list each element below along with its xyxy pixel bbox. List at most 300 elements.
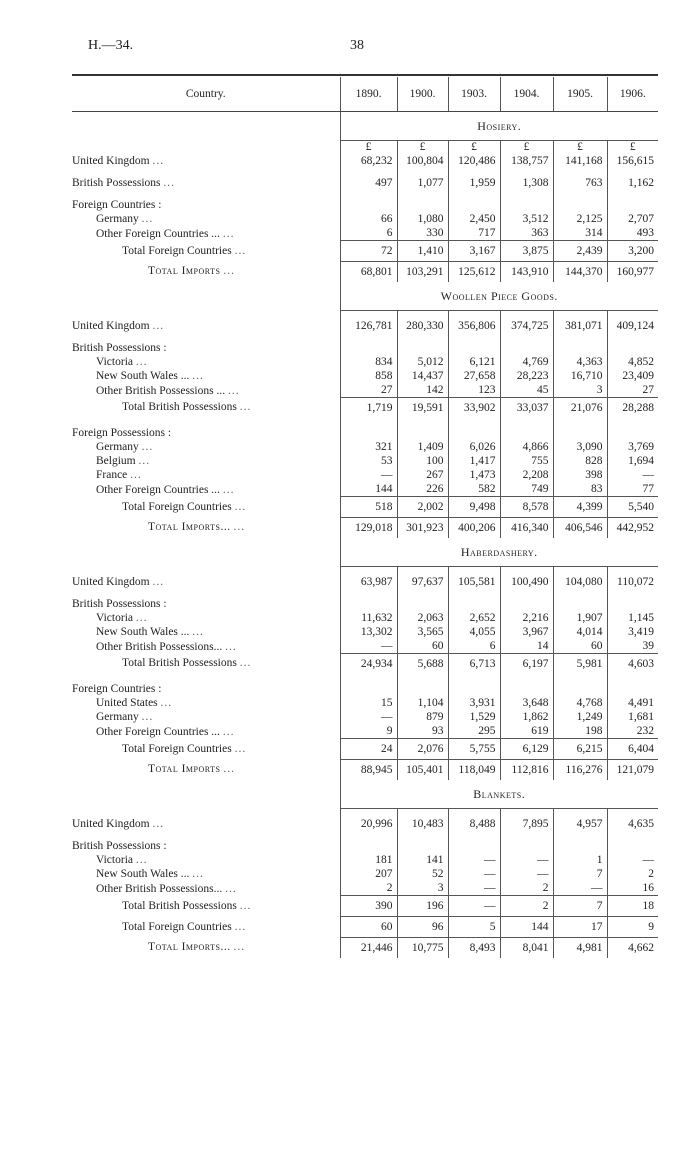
row-label-text: Other Foreign Countries ... — [96, 725, 220, 738]
spacer-cell — [607, 190, 658, 198]
spacer-cell — [500, 809, 553, 818]
value-cell: 14 — [500, 639, 553, 654]
value-cell: 207 — [340, 867, 397, 881]
row-label-text: Total Foreign Countries — [122, 742, 232, 755]
value-cell: 1 — [553, 853, 607, 867]
row-label — [72, 518, 340, 539]
row-label — [72, 696, 340, 710]
value-cell: 6,129 — [500, 739, 553, 760]
table-row — [72, 482, 658, 497]
value-cell: 3,090 — [553, 440, 607, 454]
value-cell: 7,895 — [500, 817, 553, 831]
group-heading-row — [72, 597, 658, 611]
value-cell: 52 — [397, 867, 448, 881]
value-cell: 27 — [340, 383, 397, 398]
leader-dots: ... — [141, 213, 154, 225]
table-row — [72, 881, 658, 896]
leader-dots: ... — [239, 657, 252, 670]
value-cell: 24,934 — [340, 654, 397, 675]
value-cell — [500, 426, 553, 440]
row-label — [72, 938, 340, 959]
total-imports-row — [72, 938, 658, 959]
value-cell: 8,578 — [500, 497, 553, 518]
value-cell: 18 — [607, 896, 658, 917]
value-cell: 4,957 — [553, 817, 607, 831]
leader-dots: ... — [135, 612, 148, 624]
row-label — [72, 839, 340, 853]
row-label — [72, 241, 340, 262]
leader-dots: ... — [223, 265, 235, 278]
value-cell: 198 — [553, 724, 607, 739]
leader-dots: ... — [233, 521, 246, 534]
value-cell: 27 — [607, 383, 658, 398]
value-cell: 267 — [397, 468, 448, 482]
row-label-text: Total Foreign Countries — [122, 500, 232, 513]
value-cell: 144,370 — [553, 262, 607, 283]
value-cell: 330 — [397, 226, 448, 241]
row-label-text: Belgium — [96, 455, 136, 467]
value-cell: 2 — [500, 896, 553, 917]
document-reference: H.—34. — [88, 38, 134, 53]
spacer-cell — [448, 333, 500, 341]
value-cell: 518 — [340, 497, 397, 518]
row-label-text: Germany — [96, 441, 139, 453]
table-row — [72, 319, 658, 333]
currency-symbol: £ — [607, 141, 658, 155]
value-cell: 6,215 — [553, 739, 607, 760]
spacer-cell — [553, 168, 607, 176]
leader-dots: ... — [192, 370, 204, 382]
value-cell: 60 — [553, 639, 607, 654]
value-cell: 409,124 — [607, 319, 658, 333]
value-cell: 1,694 — [607, 454, 658, 468]
value-cell: 4,363 — [553, 355, 607, 369]
value-cell: 6,713 — [448, 654, 500, 675]
spacer-row — [72, 831, 658, 839]
row-label-text: New South Wales ... — [96, 626, 190, 638]
group-heading-row — [72, 426, 658, 440]
value-cell: 1,681 — [607, 710, 658, 724]
row-label-text: Other British Possessions... — [96, 882, 223, 895]
row-label-text: Total Imports — [148, 763, 221, 776]
value-cell: 619 — [500, 724, 553, 739]
section-title-row — [72, 282, 658, 311]
value-cell: 72 — [340, 241, 397, 262]
row-label — [72, 896, 340, 917]
value-cell: 1,959 — [448, 176, 500, 190]
row-label — [72, 853, 340, 867]
leader-dots: ... — [160, 697, 173, 709]
value-cell: 2,439 — [553, 241, 607, 262]
spacer-cell — [397, 809, 448, 818]
section-title-row — [72, 112, 658, 141]
spacer-cell — [500, 168, 553, 176]
spacer-cell — [553, 831, 607, 839]
row-label — [72, 867, 340, 881]
spacer-cell — [500, 831, 553, 839]
value-cell: 144 — [500, 917, 553, 938]
spacer-cell — [553, 418, 607, 426]
row-label — [72, 739, 340, 760]
value-cell — [397, 597, 448, 611]
value-cell: 125,612 — [448, 262, 500, 283]
leader-dots: ... — [234, 244, 247, 257]
value-cell: 118,049 — [448, 760, 500, 781]
row-label-text: Victoria — [96, 854, 133, 866]
table-row — [72, 817, 658, 831]
value-cell: 717 — [448, 226, 500, 241]
table-body — [72, 112, 658, 959]
value-cell: 3,200 — [607, 241, 658, 262]
value-cell: 2,076 — [397, 739, 448, 760]
row-label — [72, 654, 340, 675]
value-cell: 314 — [553, 226, 607, 241]
value-cell: 2,208 — [500, 468, 553, 482]
spacer-cell — [448, 418, 500, 426]
value-cell: 20,996 — [340, 817, 397, 831]
value-cell: 14,437 — [397, 369, 448, 383]
row-label-text: Victoria — [96, 356, 133, 368]
spacer-cell — [340, 589, 397, 597]
value-cell: 104,080 — [553, 575, 607, 589]
value-cell: 23,409 — [607, 369, 658, 383]
row-label — [72, 760, 340, 781]
value-cell: 4,491 — [607, 696, 658, 710]
spacer-cell — [607, 418, 658, 426]
value-cell — [607, 597, 658, 611]
value-cell: 321 — [340, 440, 397, 454]
country-header: Country. — [72, 77, 340, 112]
subtotal-row — [72, 739, 658, 760]
spacer-cell — [607, 567, 658, 576]
spacer-row — [72, 168, 658, 176]
row-label — [72, 724, 340, 739]
year-header: 1903. — [448, 77, 500, 112]
value-cell: 5,012 — [397, 355, 448, 369]
value-cell: 97,637 — [397, 575, 448, 589]
subtotal-row — [72, 896, 658, 917]
value-cell: 21,076 — [553, 398, 607, 419]
subtotal-row — [72, 497, 658, 518]
spacer-cell — [340, 168, 397, 176]
value-cell: 2,652 — [448, 611, 500, 625]
value-cell: 879 — [397, 710, 448, 724]
table-row — [72, 176, 658, 190]
value-cell: 5 — [448, 917, 500, 938]
spacer-cell — [448, 809, 500, 818]
value-cell — [340, 597, 397, 611]
value-cell: 4,662 — [607, 938, 658, 959]
value-cell: 2,450 — [448, 212, 500, 226]
table-row — [72, 468, 658, 482]
table-row — [72, 369, 658, 383]
value-cell: 6,404 — [607, 739, 658, 760]
value-cell: 2,707 — [607, 212, 658, 226]
leader-dots: ... — [239, 899, 252, 912]
value-cell: 1,249 — [553, 710, 607, 724]
row-label — [72, 482, 340, 497]
leader-dots: ... — [141, 441, 154, 453]
section-title: Woollen Piece Goods. — [340, 282, 658, 311]
value-cell — [448, 198, 500, 212]
value-cell — [553, 839, 607, 853]
spacer-cell — [607, 674, 658, 682]
value-cell: 9,498 — [448, 497, 500, 518]
value-cell: 232 — [607, 724, 658, 739]
value-cell: 406,546 — [553, 518, 607, 539]
value-cell — [607, 839, 658, 853]
spacer-cell — [72, 282, 340, 311]
row-label — [72, 426, 340, 440]
value-cell: 1,417 — [448, 454, 500, 468]
spacer-cell — [397, 418, 448, 426]
row-label — [72, 212, 340, 226]
subtotal-row — [72, 398, 658, 419]
row-label-text: Total British Possessions — [122, 899, 237, 912]
value-cell: 2,002 — [397, 497, 448, 518]
spacer-cell — [448, 190, 500, 198]
value-cell — [553, 198, 607, 212]
currency-symbol: £ — [397, 141, 448, 155]
row-label — [72, 611, 340, 625]
value-cell: — — [448, 853, 500, 867]
value-cell: 3,931 — [448, 696, 500, 710]
value-cell: 1,719 — [340, 398, 397, 419]
value-cell: 442,952 — [607, 518, 658, 539]
row-label-text: United Kingdom — [72, 576, 150, 588]
value-cell: 110,072 — [607, 575, 658, 589]
value-cell: 142 — [397, 383, 448, 398]
value-cell: 4,603 — [607, 654, 658, 675]
spacer-cell — [72, 674, 340, 682]
value-cell: 416,340 — [500, 518, 553, 539]
value-cell: 3,565 — [397, 625, 448, 639]
spacer-row — [72, 190, 658, 198]
spacer-cell — [72, 311, 340, 320]
table-row — [72, 355, 658, 369]
row-label-text: Other British Possessions... — [96, 640, 223, 653]
spacer-cell — [500, 333, 553, 341]
value-cell: 1,409 — [397, 440, 448, 454]
value-cell: 16,710 — [553, 369, 607, 383]
spacer-cell — [340, 831, 397, 839]
value-cell: 3,769 — [607, 440, 658, 454]
value-cell: 398 — [553, 468, 607, 482]
row-label-text: Foreign Countries : — [72, 683, 162, 695]
value-cell: 828 — [553, 454, 607, 468]
spacer-cell — [607, 311, 658, 320]
value-cell: 39 — [607, 639, 658, 654]
value-cell: 755 — [500, 454, 553, 468]
row-label — [72, 262, 340, 283]
value-cell: 356,806 — [448, 319, 500, 333]
spacer-cell — [607, 831, 658, 839]
spacer-cell — [397, 567, 448, 576]
value-cell: 8,488 — [448, 817, 500, 831]
value-cell: 60 — [397, 639, 448, 654]
spacer-cell — [448, 589, 500, 597]
leader-dots: ... — [135, 854, 148, 866]
row-label — [72, 369, 340, 383]
row-label — [72, 154, 340, 168]
value-cell: 45 — [500, 383, 553, 398]
value-cell — [397, 682, 448, 696]
value-cell: 1,308 — [500, 176, 553, 190]
row-label — [72, 881, 340, 896]
table-row — [72, 639, 658, 654]
value-cell: 15 — [340, 696, 397, 710]
spacer-cell — [72, 538, 340, 567]
value-cell — [553, 682, 607, 696]
value-cell — [448, 426, 500, 440]
value-cell: 5,540 — [607, 497, 658, 518]
value-cell: 7 — [553, 867, 607, 881]
year-header: 1905. — [553, 77, 607, 112]
value-cell: 763 — [553, 176, 607, 190]
value-cell: 9 — [340, 724, 397, 739]
row-label-text: Total Imports... — [148, 521, 231, 534]
row-label — [72, 625, 340, 639]
value-cell — [397, 839, 448, 853]
value-cell: 6 — [448, 639, 500, 654]
row-label-text: Foreign Countries : — [72, 199, 162, 211]
leader-dots: ... — [234, 500, 247, 513]
row-label-text: British Possessions : — [72, 342, 167, 354]
value-cell — [397, 341, 448, 355]
spacer-cell — [607, 809, 658, 818]
row-label — [72, 226, 340, 241]
leader-dots: ... — [152, 818, 165, 830]
year-header: 1904. — [500, 77, 553, 112]
spacer-cell — [448, 567, 500, 576]
year-header: 1900. — [397, 77, 448, 112]
leader-dots: ... — [225, 640, 237, 653]
spacer-cell — [397, 831, 448, 839]
spacer-row — [72, 674, 658, 682]
row-label-text: British Possessions — [72, 177, 161, 189]
spacer-cell — [500, 418, 553, 426]
value-cell: 17 — [553, 917, 607, 938]
table-row — [72, 853, 658, 867]
table-row — [72, 212, 658, 226]
value-cell: 390 — [340, 896, 397, 917]
value-cell: 105,401 — [397, 760, 448, 781]
page-number: 38 — [350, 38, 364, 53]
value-cell: 103,291 — [397, 262, 448, 283]
value-cell: — — [448, 867, 500, 881]
value-cell — [500, 682, 553, 696]
row-label-text: Victoria — [96, 612, 133, 624]
total-imports-row — [72, 760, 658, 781]
value-cell: 381,071 — [553, 319, 607, 333]
value-cell: — — [340, 639, 397, 654]
value-cell: 493 — [607, 226, 658, 241]
value-cell: 10,775 — [397, 938, 448, 959]
spacer-cell — [553, 311, 607, 320]
value-cell: 858 — [340, 369, 397, 383]
value-cell: 1,473 — [448, 468, 500, 482]
value-cell: — — [553, 881, 607, 896]
spacer-cell — [500, 190, 553, 198]
value-cell — [553, 341, 607, 355]
table-row — [72, 611, 658, 625]
value-cell: 6,121 — [448, 355, 500, 369]
value-cell: 28,223 — [500, 369, 553, 383]
value-cell: 2 — [340, 881, 397, 896]
leader-dots: ... — [222, 227, 235, 240]
value-cell: 1,862 — [500, 710, 553, 724]
spacer-cell — [72, 168, 340, 176]
table-row — [72, 625, 658, 639]
spacer-row — [72, 311, 658, 320]
value-cell: 116,276 — [553, 760, 607, 781]
spacer-cell — [72, 418, 340, 426]
value-cell: 60 — [340, 917, 397, 938]
imports-table — [72, 77, 658, 958]
row-label-text: Total Imports — [148, 265, 221, 278]
leader-dots: ... — [233, 941, 246, 954]
table-row — [72, 696, 658, 710]
value-cell: 68,801 — [340, 262, 397, 283]
row-label — [72, 383, 340, 398]
value-cell: 4,014 — [553, 625, 607, 639]
value-cell — [607, 426, 658, 440]
value-cell: 112,816 — [500, 760, 553, 781]
value-cell: — — [448, 896, 500, 917]
value-cell: 834 — [340, 355, 397, 369]
section-title: Haberdashery. — [340, 538, 658, 567]
spacer-cell — [500, 311, 553, 320]
spacer-cell — [340, 190, 397, 198]
value-cell: — — [448, 881, 500, 896]
row-label — [72, 319, 340, 333]
row-label-text: France — [96, 469, 128, 481]
row-label-text: Germany — [96, 711, 139, 723]
leader-dots: ... — [234, 920, 247, 933]
subtotal-row — [72, 917, 658, 938]
value-cell — [553, 597, 607, 611]
group-heading-row — [72, 341, 658, 355]
spacer-cell — [72, 190, 340, 198]
spacer-row — [72, 333, 658, 341]
value-cell: 3,648 — [500, 696, 553, 710]
leader-dots: ... — [138, 455, 151, 467]
row-label — [72, 341, 340, 355]
spacer-cell — [553, 589, 607, 597]
spacer-cell — [500, 589, 553, 597]
value-cell: 2 — [500, 881, 553, 896]
spacer-cell — [553, 809, 607, 818]
value-cell: 11,632 — [340, 611, 397, 625]
leader-dots: ... — [222, 483, 235, 496]
year-header: 1890. — [340, 77, 397, 112]
row-label-text: United States — [96, 697, 158, 709]
spacer-cell — [72, 780, 340, 809]
value-cell: 100,804 — [397, 154, 448, 168]
value-cell: 4,981 — [553, 938, 607, 959]
value-cell: 10,483 — [397, 817, 448, 831]
spacer-cell — [397, 589, 448, 597]
value-cell — [607, 198, 658, 212]
value-cell: 5,688 — [397, 654, 448, 675]
value-cell: 1,162 — [607, 176, 658, 190]
value-cell — [607, 341, 658, 355]
row-label-text: United Kingdom — [72, 155, 150, 167]
value-cell: 156,615 — [607, 154, 658, 168]
value-cell: 196 — [397, 896, 448, 917]
section-title: Hosiery. — [340, 112, 658, 141]
spacer-cell — [397, 333, 448, 341]
